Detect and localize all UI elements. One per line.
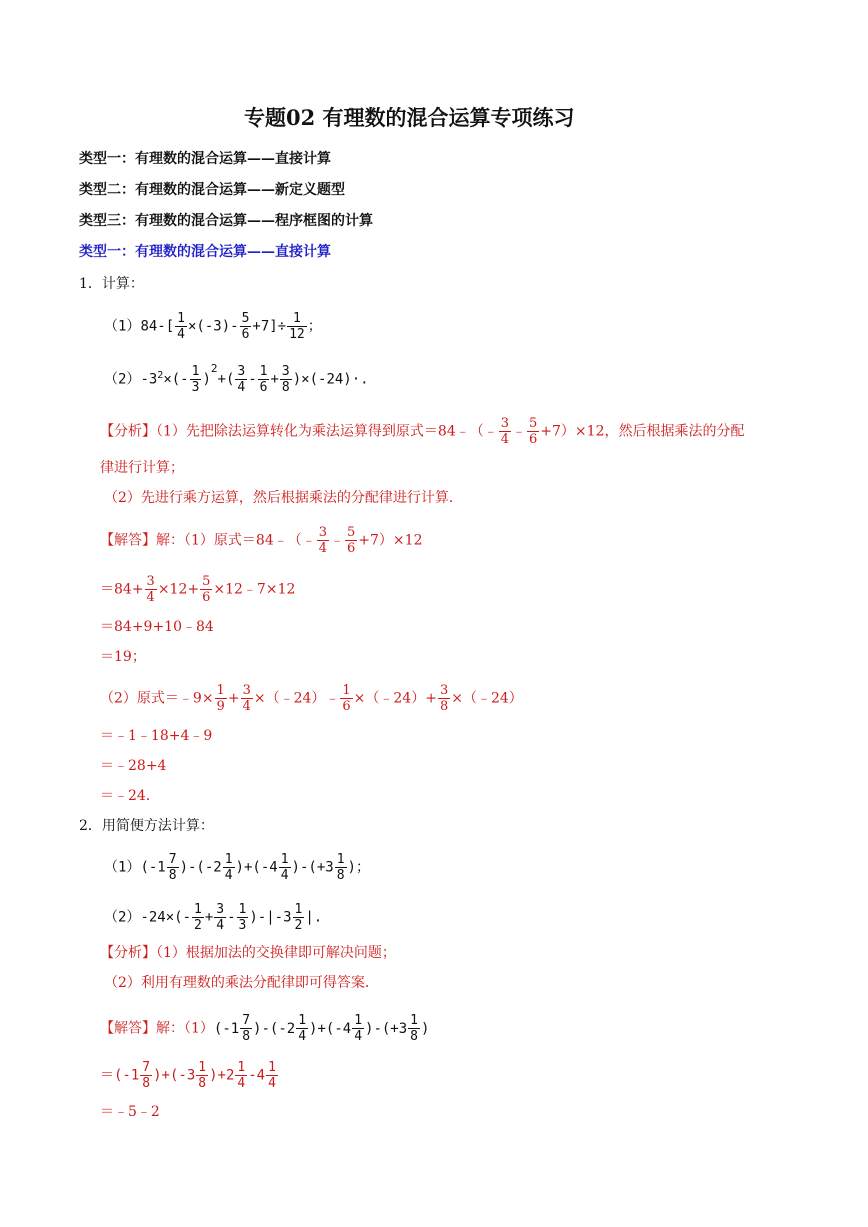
- expr-text: ；: [307, 318, 322, 335]
- fraction: $\frac{1}{4}$: [177, 311, 185, 342]
- expr-text: +7]÷: [252, 318, 287, 335]
- expr-text: )×(-24)·.: [292, 371, 369, 388]
- fraction: $\frac{3}{4}$: [237, 364, 246, 395]
- question-2-analysis: 【分析】（1）根据加法的交换律即可解决问题；: [100, 945, 396, 961]
- solution-tag: 【解答】: [100, 532, 156, 549]
- question-1-analysis: 【分析】（1）先把除法运算转化为乘法运算得到原式＝84﹣（﹣ $\frac{3}{4}$ ﹣ $\frac{5}{6}$ +7）×12，然后根据乘法的分配: [100, 416, 745, 447]
- question-1-label: 1．计算：: [79, 276, 144, 292]
- expr-text: ×(-3)-: [187, 318, 239, 335]
- question-1-solution-line-1: 【解答】解：（1）原式＝84﹣（﹣ $\frac{3}{4}$ ﹣ $\frac{5}{6}$ +7）×12: [100, 525, 423, 556]
- fraction: $\frac{5}{6}$: [241, 311, 250, 342]
- question-2-analysis-part-2: （2）利用有理数的乘法分配律即可得答案．: [104, 975, 379, 991]
- question-1-solution-line-4: ＝19；: [100, 649, 146, 665]
- expr-text: +: [270, 371, 279, 388]
- part-number: （1）: [104, 859, 141, 876]
- expr-text: ×(-: [163, 371, 189, 388]
- question-2-part-1: （1）(-1 $\frac{7}{8}$ )-(-2 $\frac{1}{4}$ )+(-4 $\frac{1}{4}$ )-(+3 $\frac{1}{8}$ )；: [104, 852, 370, 883]
- type-list-item-1: 类型一：有理数的混合运算——直接计算: [79, 151, 331, 167]
- question-1-solution-line-2: ＝84+ $\frac{3}{4}$ ×12+ $\frac{5}{6}$ ×12﹣7×12: [100, 574, 296, 605]
- solution-tag: 【解答】: [100, 1020, 156, 1037]
- question-1-analysis-part-2: （2）先进行乘方运算，然后根据乘法的分配律进行计算．: [104, 490, 463, 506]
- expr-text: -: [248, 371, 257, 388]
- fraction: $\frac{3}{8}$: [281, 364, 290, 395]
- section-heading: 类型一：有理数的混合运算——直接计算: [79, 244, 331, 260]
- page-title: 专题02 有理数的混合运算专项练习: [244, 105, 575, 130]
- question-1-part-2: [104, 361, 369, 395]
- question-2-solution-line-1: 【解答】解：（1）(-1 $\frac{7}{8}$ )-(-2 $\frac{1}{4}$ )+(-4 $\frac{1}{4}$ )-(+3 $\frac{1}{8}$ ): [100, 1013, 430, 1044]
- expr-text: 84-[: [140, 318, 175, 335]
- question-2-solution-line-2: ＝(-1 $\frac{7}{8}$ )+(-3 $\frac{1}{8}$ )+2 $\frac{1}{4}$ -4 $\frac{1}{4}$: [100, 1060, 276, 1091]
- fraction: $\frac{1}{3}$: [191, 364, 200, 395]
- part-number: （1）: [104, 318, 141, 335]
- expr-text: +(: [217, 371, 235, 388]
- question-1-solution-line-7: ＝﹣28+4: [100, 758, 167, 774]
- fraction: $\frac{1}{12}$: [289, 311, 305, 342]
- question-1-solution-line-6: ＝﹣1﹣18+4﹣9: [100, 728, 213, 744]
- exponent: 2: [157, 369, 164, 381]
- type-list-item-2: 类型二：有理数的混合运算——新定义题型: [79, 182, 345, 198]
- question-1-solution-line-8: ＝﹣24．: [100, 788, 160, 804]
- question-1-part-1: [104, 311, 322, 342]
- question-2-solution-line-3: ＝﹣5﹣2: [100, 1104, 160, 1120]
- analysis-tag: 【分析】: [100, 423, 156, 440]
- expr-text: -3: [140, 371, 158, 388]
- question-1-solution-line-3: ＝84+9+10﹣84: [100, 619, 214, 635]
- part-number: （2）: [104, 909, 141, 926]
- question-1-analysis-cont: 律进行计算；: [100, 460, 184, 476]
- analysis-tag: 【分析】: [100, 945, 156, 961]
- fraction: $\frac{1}{6}$: [259, 364, 268, 395]
- question-2-label: 2．用简便方法计算：: [79, 818, 214, 834]
- question-1-solution-line-5: （2）原式＝﹣9× $\frac{1}{9}$ + $\frac{3}{4}$ ×（﹣24）﹣ $\frac{1}{6}$ ×（﹣24）+ $\frac{3}{8}$ ×（﹣24）: [100, 683, 523, 714]
- question-2-part-2: （2）-24×(- $\frac{1}{2}$ + $\frac{3}{4}$ - $\frac{1}{3}$ )-|-3 $\frac{1}{2}$ |.: [104, 902, 323, 933]
- exponent: 2: [210, 361, 218, 375]
- type-list-item-3: 类型三：有理数的混合运算——程序框图的计算: [79, 213, 373, 229]
- part-number: （2）: [104, 371, 141, 388]
- expr-text: ): [202, 371, 211, 388]
